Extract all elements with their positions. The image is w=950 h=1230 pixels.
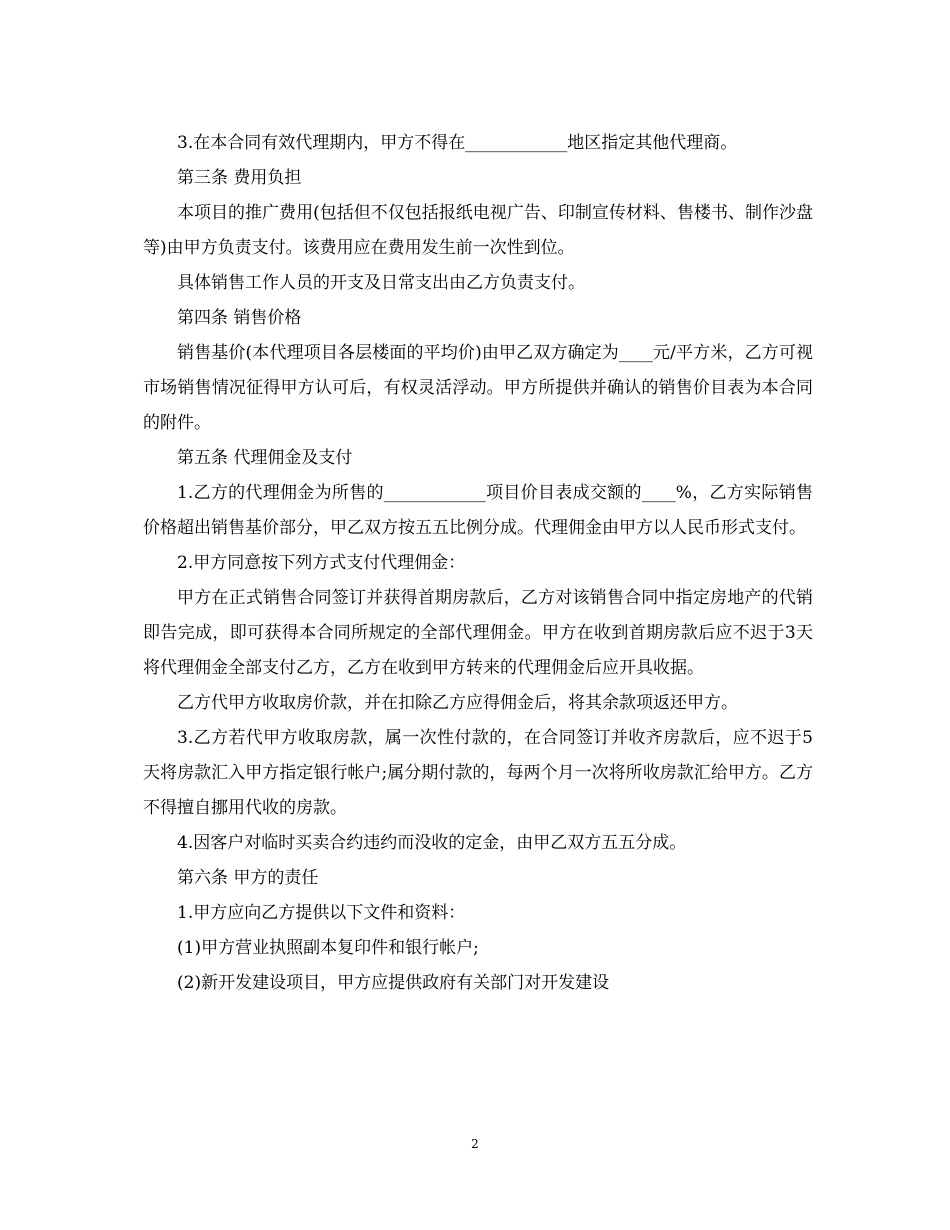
payment-method-paragraph: 2.甲方同意按下列方式支付代理佣金： [177,553,466,573]
document-body [143,126,813,1001]
base-price-paragraph: 销售基价(本代理项目各层楼面的平均价)由甲乙双方确定为____元/平方米，乙方可视市场销售情况征得甲方认可后，有权灵活浮动。甲方所提供并确认的销售价目表为本合同的附件。 [143,343,813,433]
collection-return-paragraph: 乙方代甲方收取房价款，并在扣除乙方应得佣金后，将其余款项返还甲方。 [177,693,738,713]
documents-list-intro: 1.甲方应向乙方提供以下文件和资料： [177,903,466,923]
article-5-heading: 第五条 代理佣金及支付 [177,448,353,468]
article-4-heading: 第四条 销售价格 [177,308,302,328]
deposit-split-paragraph: 4.因客户对临时买卖合约违约而没收的定金，由甲乙双方五五分成。 [177,833,687,853]
clause-3-exclusivity: 3.在本合同有效代理期内，甲方不得在____________地区指定其他代理商。 [177,133,738,153]
commission-payment-paragraph: 甲方在正式销售合同签订并获得首期房款后，乙方对该销售合同中指定房地产的代销即告完成，即可获得本合同所规定的全部代理佣金。甲方在收到首期房款后应不迟于3天将代理佣金全部支付乙方，乙方在收到甲方转来的代理佣金后应开具收据。 [143,588,813,678]
article-6-heading: 第六条 甲方的责任 [177,868,319,888]
staff-cost-paragraph: 具体销售工作人员的开支及日常支出由乙方负责支付。 [177,273,585,293]
documents-item-2: (2)新开发建设项目，甲方应提供政府有关部门对开发建设 [177,973,610,993]
page-number: 2 [471,1137,479,1151]
documents-item-1: (1)甲方营业执照副本复印件和银行帐户; [177,938,479,958]
collection-transfer-paragraph: 3.乙方若代甲方收取房款，属一次性付款的，在合同签订并收齐房款后，应不迟于5天将房款汇入甲方指定银行帐户;属分期付款的，每两个月一次将所收房款汇给甲方。乙方不得擅自挪用代收的房款。 [143,728,813,818]
promotion-cost-paragraph: 本项目的推广费用(包括但不仅包括报纸电视广告、印制宣传材料、售楼书、制作沙盘等)由甲方负责支付。该费用应在费用发生前一次性到位。 [143,203,813,258]
commission-rate-paragraph: 1.乙方的代理佣金为所售的____________项目价目表成交额的____%，乙方实际销售价格超出销售基价部分，甲乙双方按五五比例分成。代理佣金由甲方以人民币形式支付。 [143,483,813,538]
article-3-heading: 第三条 费用负担 [177,168,302,188]
